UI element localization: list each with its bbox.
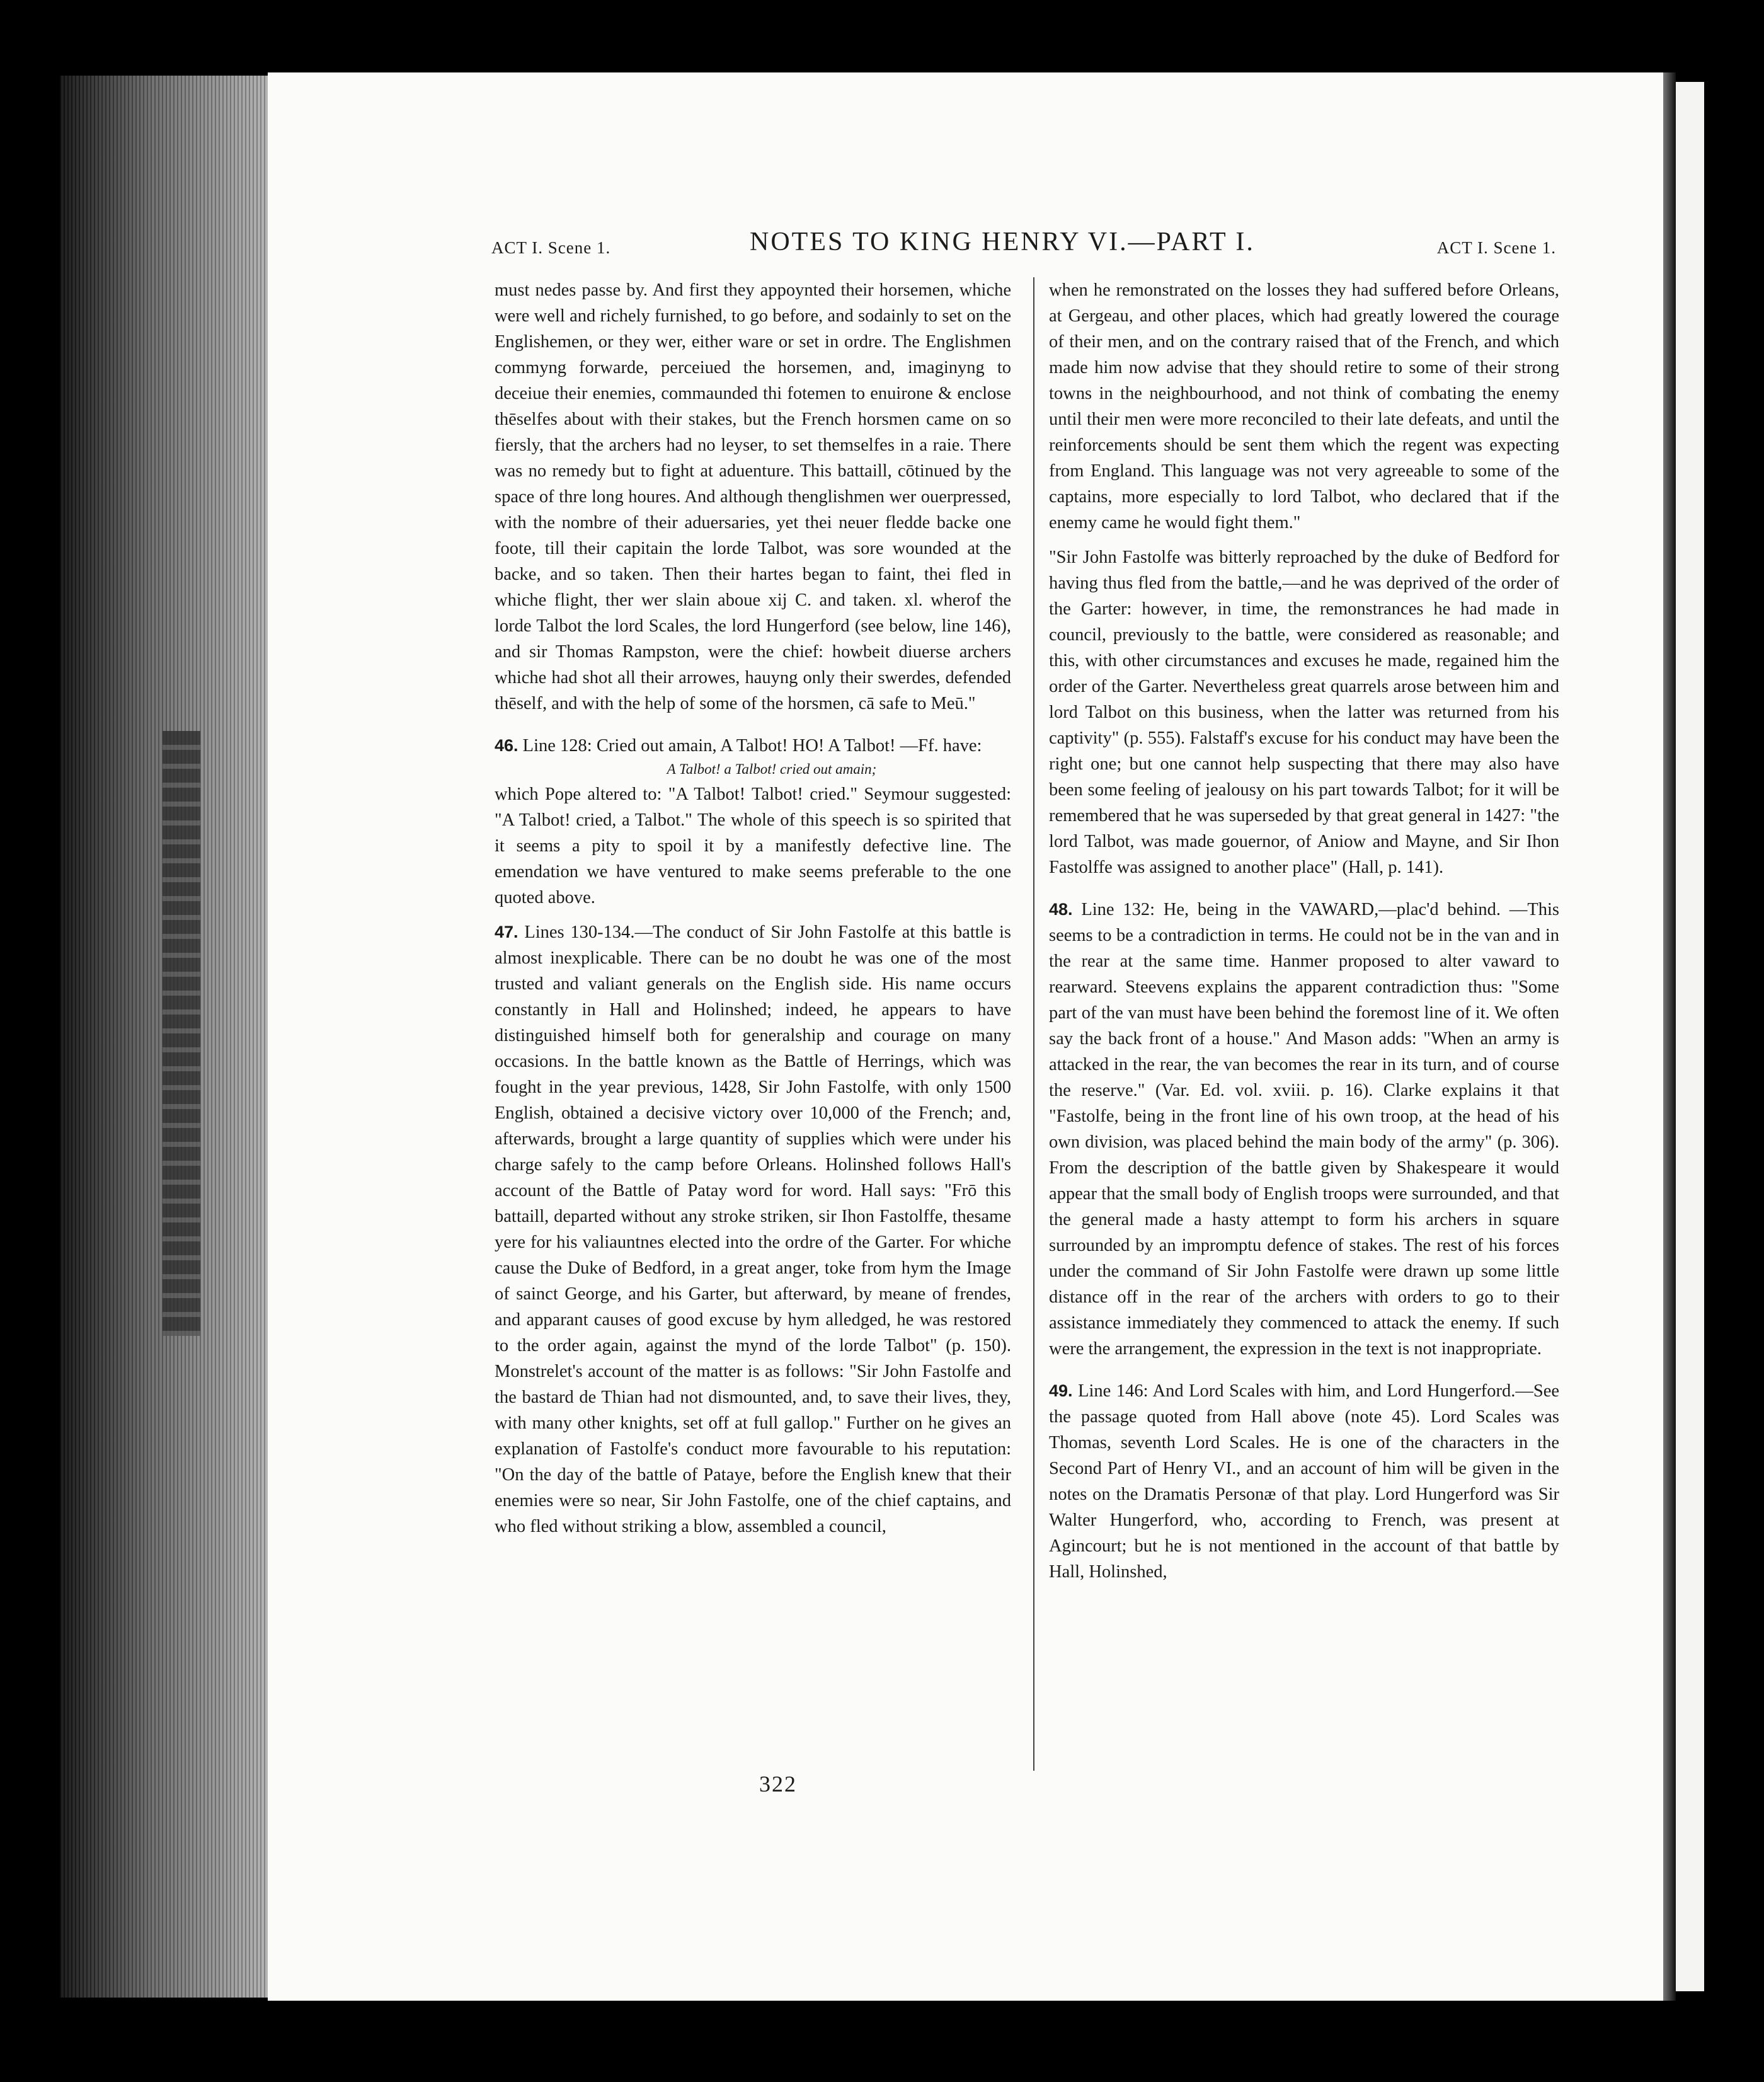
paragraph-monstrelet-cont: when he remonstrated on the losses they had suffered before Orleans, at Gergeau, and other places, which had greatly lowered the courage of their men, and on the contrary raised that of the French, and which made him now advise that they should retire to some of their strong towns in the neighbourhood, and not think of combating the enemy until their men were more reconciled to their late defeats, and until the reinforcements should be sent them which the regent was expecting from England. This language was not very agreeable to some of the captains, more especially to lord Talbot, who declared that if the enemy came he would fight them." [1049,280,1559,532]
gutter-shadow [1663,72,1676,2001]
column-rule [1033,277,1034,1771]
note-number: 46. [495,736,518,755]
note-number: 49. [1049,1381,1073,1400]
note-number: 48. [1049,900,1073,919]
header-right: ACT I. Scene 1. [1436,238,1556,257]
note-46-lead: Line 128: Cried out amain, A Talbot! HO! A Talbot! —Ff. have: [522,736,982,756]
note-number: 47. [495,923,518,941]
header-title: NOTES TO KING HENRY VI.—PART I. [750,227,1255,256]
paragraph-fastolfe-garter: "Sir John Fastolfe was bitterly reproached by the duke of Bedford for having thus fled from the battle,—and he was deprived of the order of the Garter: however, in time, the remonstrances he had made in council, previously to the battle, were considered as reasonable; and this, with other circumstances and excuses he made, regained him the order of the Garter. Nevertheless great quarrels arose between him and lord Talbot on this business, when the latter was returned from his captivity" (p. 555). Falstaff's excuse for his conduct may have been the right one; but one cannot help suspecting that there may also have been some feeling of jealousy on his part towards Talbot; for it will be remembered that he was superseded by that great general in 1427: "the lord Talbot, was made gouernor, of Aniow and Mayne, and Sir Ihon Fastolffe was assigned to another place" (Hall, p. 141). [1049,548,1559,877]
note-47 [495,919,1011,1539]
note-49 [1049,1378,1559,1585]
note-48-body: Line 132: He, being in the VAWARD,—plac'd behind. —This seems to be a contradiction in terms. He could not be in the van and in the rear at the same time. Hanmer proposed to alter vaward to rearward. Steevens explains the apparent contradiction thus: "Some part of the van must have been behind the foremost line of it. We often say the back front of a house." And Mason adds: "When an army is attacked in the rear, the van becomes the rear in its turn, and of course the reserve." (Var. Ed. vol. xviii. p. 16). Clarke explains it that "Fastolfe, being in the front line of his own troop, at the head of his own division, was placed behind the main body of the army" (p. 306). From the description of the battle given by Shakespeare it would appear that the small body of English troops were surrounded, and that the general made a hasty attempt to form his archers in square surrounded by an impromptu defence of stakes. The rest of his forces under the command of Sir John Fastolfe were drawn up some little distance off in the rear of the archers with orders to go to their assistance immediately they commenced to attack the enemy. If such were the arrangement, the expression in the text is not inappropriate. [1049,900,1559,1359]
note-46 [495,733,1011,911]
facing-page-edge [1676,82,1704,1991]
header-left: ACT I. Scene 1. [491,238,611,257]
paragraph-hall-quote: must nedes passe by. And first they appoynted their horsemen, whiche were well and richely furnished, to go before, and sodainly to set on the Englishemen, or they wer, either ware or set in ordre. The Englishmen commyng forwarde, perceiued the horsemen, and, imaginyng to deceiue their enemies, commaunded thi fotemen to enuirone & enclose thēselfes about with their stakes, but the French horsmen came on so fiersly, that the archers had no leyser, to set themselfes in a raie. There was no remedy but to fight at aduenture. This battaill, cōtinued by the space of thre long houres. And although thenglishmen wer ouerpressed, with the nombre of their aduersaries, yet thei neuer fledde backe one foote, till their capitain the lorde Talbot, was sore wounded at the backe, and so taken. Then their hartes began to faint, thei fled in whiche flight, ther wer slain aboue xij C. and taken. xl. wherof the lorde Talbot the lord Scales, the lord Hungerford (see below, line 146), and sir Thomas Rampston, were the chief: howbeit diuerse archers whiche had shot all their arrowes, hauyng only their swerdes, defended thēself, and with the help of some of the horsmen, cā safe to Meū." [495,280,1011,713]
note-49-body: Line 146: And Lord Scales with him, and Lord Hungerford.—See the passage quoted from Hall above (note 45). Lord Scales was Thomas, seventh Lord Scales. He is one of the characters in the Second Part of Henry VI., and an account of him will be given in the notes on the Dramatis Personæ of that play. Lord Hungerford was Sir Walter Hungerford, who, according to French, was present at Agincourt; but he is not mentioned in the account of that battle by Hall, Holinshed, [1049,1381,1559,1582]
library-stamp [163,731,200,1336]
note-48 [1049,897,1559,1362]
page-number: 322 [759,1771,797,1797]
note-47-body: Lines 130-134.—The conduct of Sir John Fastolfe at this battle is almost inexplicable. There can be no doubt he was one of the most trusted and valiant generals on the English side. His name occurs constantly in Hall and Holinshed; indeed, he appears to have distinguished himself both for generalship and courage on many occasions. In the battle known as the Battle of Herrings, which was fought in the year previous, 1428, Sir John Fastolfe, with only 1500 English, obtained a decisive victory over 10,000 of the French; and, afterwards, brought a large quantity of supplies which were under his charge safely to the camp before Orleans. Holinshed follows Hall's account of the Battle of Patay word for word. Hall says: "Frō this battaill, departed without any stroke striken, sir Ihon Fastolffe, thesame yere for his valiauntnes elected into the ordre of the Garter. For whiche cause the Duke of Bedford, in a great anger, toke from hym the Image of sainct George, and his Garter, but afterward, by meane of frendes, and apparant causes of good excuse by hym alledged, he was restored to the order again, against the mynd of the lorde Talbot" (p. 150). Monstrelet's account of the matter is as follows: "Sir John Fastolfe and the bastard de Thian had not dismounted, and, to save their lives, they, with many other knights, set off at full gallop." Further on he gives an explanation of Fastolfe's conduct more favourable to his reputation: "On the day of the battle of Pataye, before the English knew that their enemies were so near, Sir John Fastolfe, one of the chief captains, and who fled without striking a blow, assembled a council, [495,923,1012,1536]
left-column [495,277,1011,1548]
running-header [491,227,1556,265]
right-column [1049,277,1559,1594]
note-46-body: which Pope altered to: "A Talbot! Talbot! cried." Seymour suggested: "A Talbot! cried, a Talbot." The whole of this speech is so spirited that it seems a pity to spoil it by a manifestly defective line. The emendation we have ventured to make seems preferable to the one quoted above. [495,785,1011,907]
note-46-citation: A Talbot! a Talbot! cried out amain; [667,761,877,777]
